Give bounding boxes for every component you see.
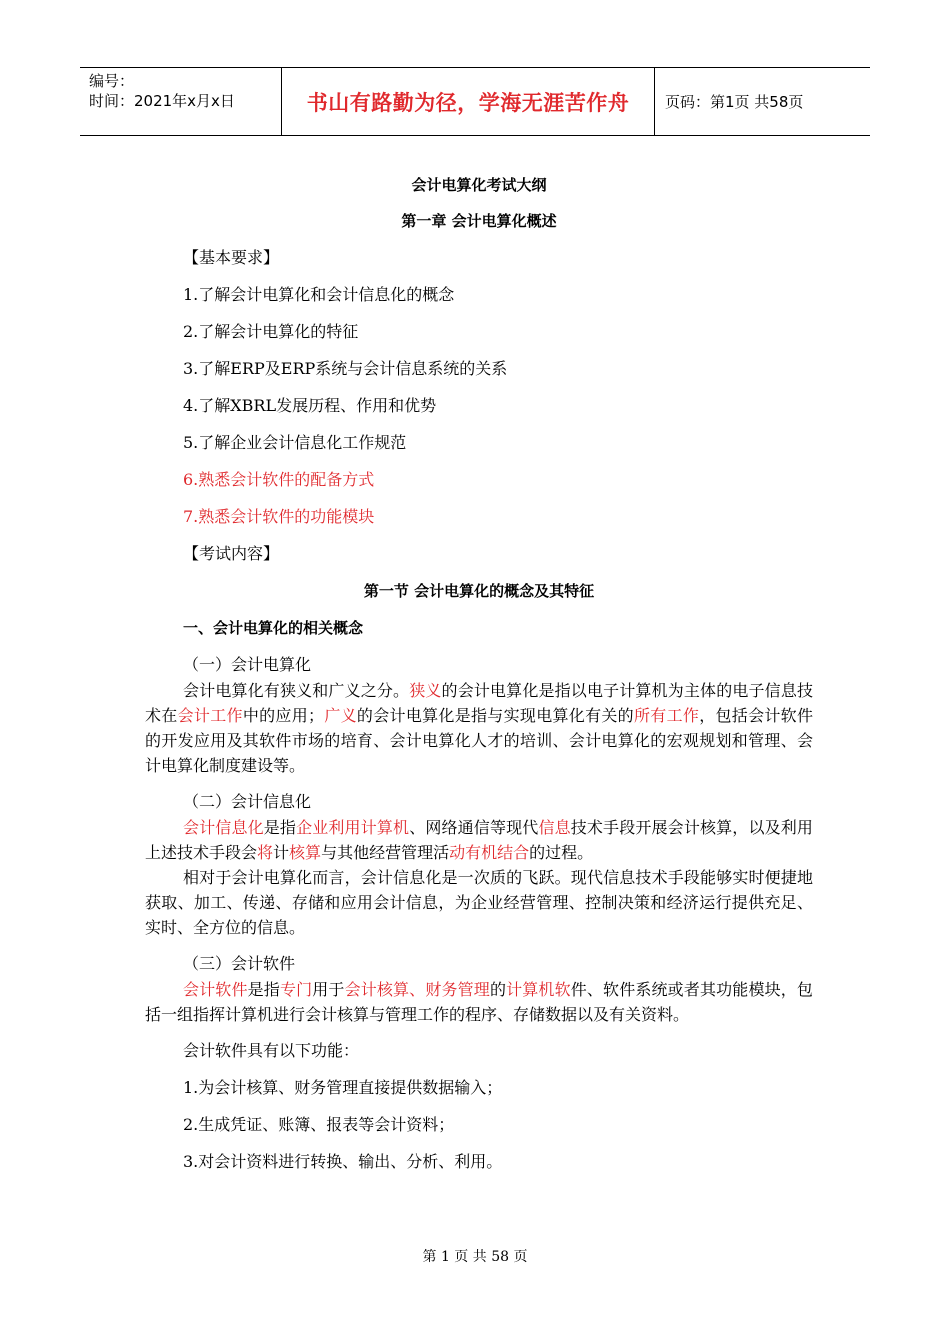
- requirement-item: 3.了解ERP及ERP系统与会计信息系统的关系: [183, 359, 508, 378]
- requirement-item: 1.了解会计电算化和会计信息化的概念: [183, 285, 455, 304]
- subheading-accounting-informatization: （二）会计信息化: [183, 792, 312, 811]
- section-title: 第一节 会计电算化的概念及其特征: [363, 582, 595, 600]
- chapter-title: 第一章 会计电算化概述: [401, 212, 557, 230]
- subheading-accounting-computerization: （一）会计电算化: [183, 655, 312, 674]
- document-title: 会计电算化考试大纲: [411, 176, 547, 194]
- function-item: 3.对会计资料进行转换、输出、分析、利用。: [183, 1152, 503, 1171]
- requirement-item-highlighted: 7.熟悉会计软件的功能模块: [183, 507, 375, 526]
- paragraph-accounting-software: 会计软件是指专门用于会计核算、财务管理的计算机软件、软件系统或者其功能模块，包括一组指挥计算机进行会计核算与管理工作的程序、存储数据以及有关资料。: [145, 980, 813, 1024]
- paragraph-informatization: 会计信息化是指企业利用计算机、网络通信等现代信息技术手段开展会计核算，以及利用上述技术手段会将计核算与其他经营管理活动有机结合的过程。: [145, 818, 813, 862]
- header-meta-cell: [80, 68, 282, 135]
- function-item: 1.为会计核算、财务管理直接提供数据输入；: [183, 1078, 503, 1097]
- document-body: [145, 172, 813, 1175]
- document-header: [80, 67, 870, 136]
- requirement-item: 4.了解XBRL发展历程、作用和优势: [183, 396, 437, 415]
- requirement-item: 2.了解会计电算化的特征: [183, 322, 359, 341]
- requirement-item-highlighted: 6.熟悉会计软件的配备方式: [183, 470, 375, 489]
- paragraph-informatization-leap: 相对于会计电算化而言，会计信息化是一次质的飞跃。现代信息技术手段能够实时便捷地获取、加工、传递、存储和应用会计信息，为企业经营管理、控制决策和经济运行提供充足、实时、全方位的信息。: [145, 868, 813, 937]
- header-page-info: 页码：第1页 共58页: [665, 93, 804, 111]
- basic-requirements-heading: 【基本要求】: [183, 248, 280, 267]
- time-label: 时间：2021年x月x日: [89, 92, 235, 110]
- concepts-heading: 一、会计电算化的相关概念: [183, 619, 364, 637]
- software-functions-intro: 会计软件具有以下功能：: [183, 1041, 360, 1060]
- paragraph-computerization: 会计电算化有狭义和广义之分。狭义的会计电算化是指以电子计算机为主体的电子信息技术在会计工作中的应用；广义的会计电算化是指与实现电算化有关的所有工作，包括会计软件的开发应用及其软件市场的培育、会计电算化人才的培训、会计电算化的宏观规划和管理、会计电算化制度建设等。: [145, 681, 813, 775]
- exam-content-heading: 【考试内容】: [183, 544, 280, 563]
- subheading-accounting-software: （三）会计软件: [183, 954, 296, 973]
- page-footer: 第 1 页 共 58 页: [422, 1249, 528, 1265]
- number-label: 编号：: [89, 72, 135, 90]
- function-item: 2.生成凭证、账簿、报表等会计资料；: [183, 1115, 455, 1134]
- header-motto: 书山有路勤为径，学海无涯苦作舟: [282, 68, 655, 135]
- requirement-item: 5.了解企业会计信息化工作规范: [183, 433, 407, 452]
